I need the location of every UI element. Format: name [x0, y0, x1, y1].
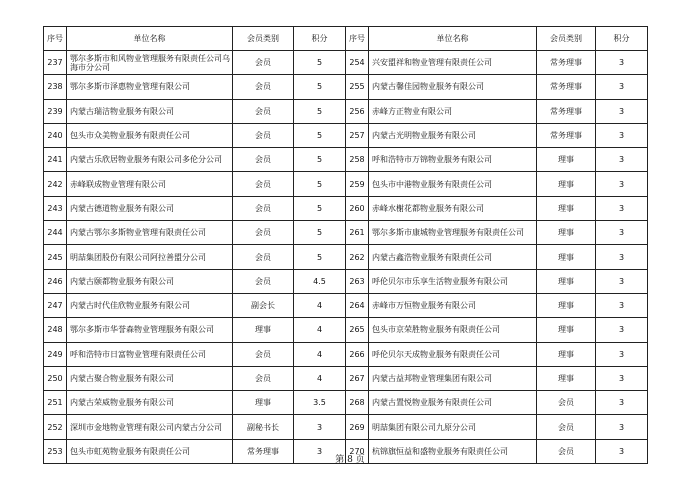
cell-no: 256 [346, 99, 369, 123]
cell-name: 内蒙古聚合物业服务有限公司 [67, 366, 233, 390]
cell-score: 5 [294, 245, 346, 269]
cell-no: 258 [346, 148, 369, 172]
cell-score: 5 [294, 51, 346, 75]
cell-type: 会员 [537, 439, 596, 463]
table-row [44, 75, 648, 99]
cell-type: 会员 [233, 99, 294, 123]
cell-no: 246 [44, 269, 67, 293]
cell-score: 3 [596, 293, 648, 317]
cell-score: 3 [596, 148, 648, 172]
cell-name: 鄂尔多斯市和风物业管理服务有限责任公司乌海市分公司 [67, 51, 233, 75]
cell-score: 3 [596, 245, 648, 269]
cell-no: 263 [346, 269, 369, 293]
cell-type: 会员 [233, 172, 294, 196]
cell-name: 内蒙古光明物业服务有限公司 [369, 123, 537, 147]
cell-no: 261 [346, 221, 369, 245]
cell-score: 4 [294, 293, 346, 317]
member-score-table [43, 26, 648, 464]
cell-type: 理事 [537, 245, 596, 269]
cell-no: 264 [346, 293, 369, 317]
table-row [44, 99, 648, 123]
cell-score: 5 [294, 75, 346, 99]
cell-no: 238 [44, 75, 67, 99]
cell-score: 4.5 [294, 269, 346, 293]
cell-score: 3 [596, 415, 648, 439]
cell-type: 理事 [537, 293, 596, 317]
cell-score: 3 [596, 221, 648, 245]
cell-type: 会员 [233, 245, 294, 269]
cell-score: 3 [596, 318, 648, 342]
cell-no: 243 [44, 196, 67, 220]
page-number: 第 8 页 [335, 455, 365, 465]
cell-score: 3 [596, 172, 648, 196]
cell-name: 包头市众美物业服务有限责任公司 [67, 123, 233, 147]
cell-type: 会员 [233, 342, 294, 366]
cell-name: 呼和浩特市万锦物业服务有限公司 [369, 148, 537, 172]
cell-score: 3 [596, 51, 648, 75]
cell-score: 4 [294, 366, 346, 390]
cell-no: 249 [44, 342, 67, 366]
cell-name: 内蒙古鑫浩物业服务有限责任公司 [369, 245, 537, 269]
cell-no: 254 [346, 51, 369, 75]
cell-no: 266 [346, 342, 369, 366]
cell-type: 理事 [537, 148, 596, 172]
cell-type: 会员 [233, 221, 294, 245]
cell-score: 5 [294, 172, 346, 196]
cell-no: 269 [346, 415, 369, 439]
cell-name: 明喆集团有限公司九原分公司 [369, 415, 537, 439]
cell-no: 244 [44, 221, 67, 245]
cell-name: 包头市京荣胜物业服务有限责任公司 [369, 318, 537, 342]
cell-no: 259 [346, 172, 369, 196]
cell-no: 247 [44, 293, 67, 317]
table-row [44, 245, 648, 269]
cell-name: 赤峰方正物业有限公司 [369, 99, 537, 123]
cell-no: 260 [346, 196, 369, 220]
cell-score: 3 [596, 391, 648, 415]
cell-type: 常务理事 [233, 439, 294, 463]
table-row [44, 342, 648, 366]
cell-score: 5 [294, 99, 346, 123]
cell-name: 赤峰市万恒物业服务有限公司 [369, 293, 537, 317]
cell-type: 会员 [233, 51, 294, 75]
cell-no: 252 [44, 415, 67, 439]
header-name-left: 单位名称 [67, 27, 233, 51]
cell-name: 内蒙古时代佳欣物业服务有限公司 [67, 293, 233, 317]
cell-no: 255 [346, 75, 369, 99]
cell-type: 理事 [537, 318, 596, 342]
cell-no: 241 [44, 148, 67, 172]
cell-type: 理事 [233, 391, 294, 415]
table-row [44, 148, 648, 172]
cell-name: 深圳市金地物业管理有限公司内蒙古分公司 [67, 415, 233, 439]
cell-score: 3 [596, 123, 648, 147]
cell-name: 鄂尔多斯市康城物业管理服务有限责任公司 [369, 221, 537, 245]
cell-no: 257 [346, 123, 369, 147]
cell-name: 包头市虹苑物业服务有限责任公司 [67, 439, 233, 463]
cell-score: 3.5 [294, 391, 346, 415]
cell-score: 4 [294, 318, 346, 342]
cell-name: 内蒙古瑞洁物业服务有限公司 [67, 99, 233, 123]
cell-score: 5 [294, 221, 346, 245]
cell-score: 3 [596, 342, 648, 366]
table-row [44, 318, 648, 342]
cell-score: 3 [596, 99, 648, 123]
cell-no: 262 [346, 245, 369, 269]
cell-type: 理事 [537, 196, 596, 220]
table-row [44, 391, 648, 415]
cell-score: 3 [294, 415, 346, 439]
cell-no: 265 [346, 318, 369, 342]
cell-type: 理事 [233, 318, 294, 342]
cell-no: 270 [346, 439, 369, 463]
cell-score: 5 [294, 148, 346, 172]
cell-score: 3 [294, 439, 346, 463]
cell-name: 内蒙古鄂尔多斯物业管理有限责任公司 [67, 221, 233, 245]
cell-type: 理事 [537, 269, 596, 293]
cell-score: 3 [596, 269, 648, 293]
header-type-right: 会员类别 [537, 27, 596, 51]
cell-name: 赤峰水榭花都物业服务有限公司 [369, 196, 537, 220]
cell-name: 呼伦贝尔天成物业服务有限责任公司 [369, 342, 537, 366]
cell-type: 副会长 [233, 293, 294, 317]
cell-name: 内蒙古置悦物业服务有限责任公司 [369, 391, 537, 415]
cell-no: 240 [44, 123, 67, 147]
cell-name: 杭锦旗恒益和盛物业服务有限责任公司 [369, 439, 537, 463]
cell-type: 会员 [537, 391, 596, 415]
cell-no: 268 [346, 391, 369, 415]
cell-name: 呼伦贝尔市乐享生活物业服务有限公司 [369, 269, 537, 293]
table-row [44, 221, 648, 245]
cell-name: 包头市中港物业服务有限责任公司 [369, 172, 537, 196]
cell-name: 内蒙古益邦物业管理集团有限公司 [369, 366, 537, 390]
table-row [44, 172, 648, 196]
cell-type: 常务理事 [537, 123, 596, 147]
cell-name: 内蒙古德道物业服务有限公司 [67, 196, 233, 220]
table-row [44, 415, 648, 439]
cell-type: 会员 [233, 196, 294, 220]
cell-type: 会员 [233, 75, 294, 99]
cell-no: 248 [44, 318, 67, 342]
header-name-right: 单位名称 [369, 27, 537, 51]
table-row [44, 269, 648, 293]
cell-name: 内蒙古馨佳园物业服务有限公司 [369, 75, 537, 99]
cell-score: 5 [294, 123, 346, 147]
header-type-left: 会员类别 [233, 27, 294, 51]
table-row [44, 293, 648, 317]
table-row [44, 51, 648, 75]
table-row [44, 366, 648, 390]
cell-score: 3 [596, 366, 648, 390]
header-no-right: 序号 [346, 27, 369, 51]
cell-score: 5 [294, 196, 346, 220]
cell-no: 267 [346, 366, 369, 390]
cell-score: 3 [596, 196, 648, 220]
cell-type: 常务理事 [537, 51, 596, 75]
cell-name: 赤峰联成物业管理有限公司 [67, 172, 233, 196]
cell-type: 常务理事 [537, 75, 596, 99]
cell-type: 常务理事 [537, 99, 596, 123]
cell-name: 鄂尔多斯市华誉森物业管理服务有限公司 [67, 318, 233, 342]
cell-name: 内蒙古颐都物业服务有限公司 [67, 269, 233, 293]
header-no-left: 序号 [44, 27, 67, 51]
header-score-left: 积分 [294, 27, 346, 51]
header-score-right: 积分 [596, 27, 648, 51]
cell-name: 兴安盟祥和物业管理有限责任公司 [369, 51, 537, 75]
cell-name: 内蒙古乐欣居物业服务有限公司多伦分公司 [67, 148, 233, 172]
cell-type: 会员 [233, 148, 294, 172]
cell-type: 会员 [233, 366, 294, 390]
cell-score: 3 [596, 439, 648, 463]
cell-no: 239 [44, 99, 67, 123]
cell-no: 245 [44, 245, 67, 269]
cell-name: 呼和浩特市日富物业管理有限责任公司 [67, 342, 233, 366]
cell-type: 理事 [537, 366, 596, 390]
table-row [44, 196, 648, 220]
cell-type: 会员 [537, 415, 596, 439]
cell-no: 242 [44, 172, 67, 196]
header-row [44, 27, 648, 51]
cell-type: 理事 [537, 342, 596, 366]
cell-no: 250 [44, 366, 67, 390]
cell-name: 明喆集团股份有限公司阿拉善盟分公司 [67, 245, 233, 269]
cell-no: 253 [44, 439, 67, 463]
table-row [44, 123, 648, 147]
cell-type: 理事 [537, 221, 596, 245]
cell-no: 251 [44, 391, 67, 415]
cell-type: 会员 [233, 269, 294, 293]
cell-type: 会员 [233, 123, 294, 147]
cell-name: 鄂尔多斯市泽惠物业管理有限公司 [67, 75, 233, 99]
cell-score: 4 [294, 342, 346, 366]
cell-type: 副秘书长 [233, 415, 294, 439]
cell-name: 内蒙古荣威物业服务有限公司 [67, 391, 233, 415]
cell-type: 理事 [537, 172, 596, 196]
cell-no: 237 [44, 51, 67, 75]
cell-score: 3 [596, 75, 648, 99]
